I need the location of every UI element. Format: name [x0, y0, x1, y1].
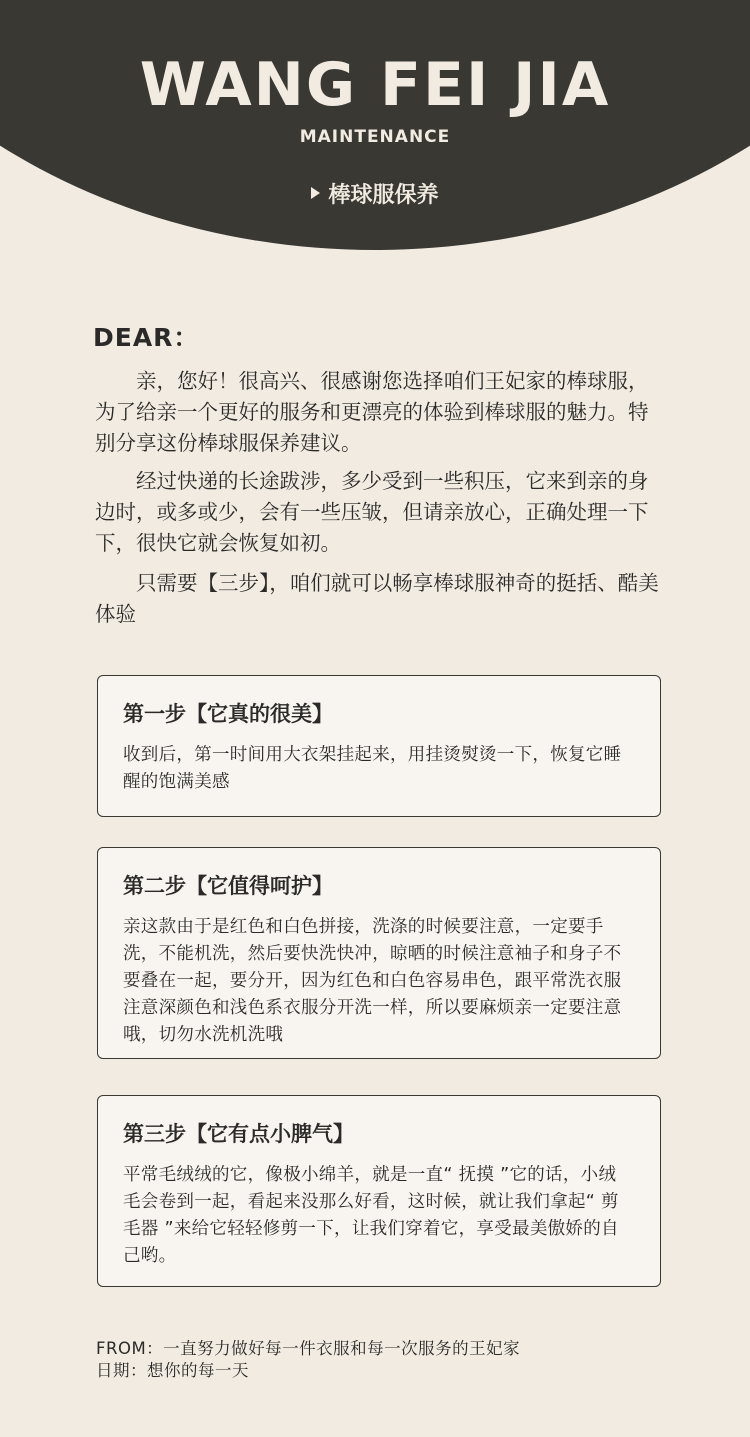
step-body: 收到后，第一时间用大衣架挂起来，用挂烫熨烫一下，恢复它睡醒的饱满美感	[123, 745, 622, 792]
step-body: 平常毛绒绒的它，像极小绵羊，就是一直“ 抚摸 ”它的话，小绒毛会卷到一起，看起来没那么好看，这时候，就让我们拿起“ 剪毛器 ”来给它轻轻修剪一下，让我们穿着它，享受最美傲娇的自己哟。	[123, 1165, 619, 1266]
step-card-2	[97, 847, 661, 1059]
step-title: 第三步【它有点小脾气】	[123, 1122, 354, 1146]
step-card-3	[97, 1095, 661, 1287]
brand-title: WANG FEI JIA	[139, 50, 611, 120]
brand-subtitle: MAINTENANCE	[299, 127, 451, 147]
header-arc-background	[0, 0, 750, 250]
step-body: 亲这款由于是红色和白色拼接，洗涤的时候要注意，一定要手洗，不能机洗，然后要快洗快冲，晾晒的时候注意袖子和身子不要叠在一起，要分开，因为红色和白色容易串色，跟平常洗衣服注意深颜色和浅色系衣服分开洗一样，所以要麻烦亲一定要注意哦，切勿水洗机洗哦	[123, 917, 622, 1045]
play-triangle-icon	[311, 187, 320, 199]
intro-paragraph-1: 亲，您好！很高兴、很感谢您选择咱们王妃家的棒球服，为了给亲一个更好的服务和更漂亮的体验到棒球服的魅力。特别分享这份棒球服保养建议。	[95, 369, 649, 455]
topic-heading	[0, 178, 750, 209]
header-banner	[0, 0, 750, 260]
footer	[96, 1338, 520, 1382]
step-title: 第一步【它真的很美】	[123, 702, 333, 726]
topic-label: 棒球服保养	[328, 183, 439, 208]
intro-paragraph-3: 只需要【三步】，咱们就可以畅享棒球服神奇的挺括、酷美体验	[95, 571, 659, 626]
footer-date: 日期：想你的每一天	[96, 1361, 249, 1380]
intro-paragraph-2: 经过快递的长途跋涉，多少受到一些积压，它来到亲的身边时，或多或少，会有一些压皱，但请亲放心，正确处理一下下，很快它就会恢复如初。	[95, 469, 649, 555]
greeting: DEAR：	[93, 323, 200, 352]
step-card-1	[97, 675, 661, 817]
footer-from: FROM：一直努力做好每一件衣服和每一次服务的王妃家	[96, 1339, 521, 1358]
step-title: 第二步【它值得呵护】	[123, 874, 333, 898]
